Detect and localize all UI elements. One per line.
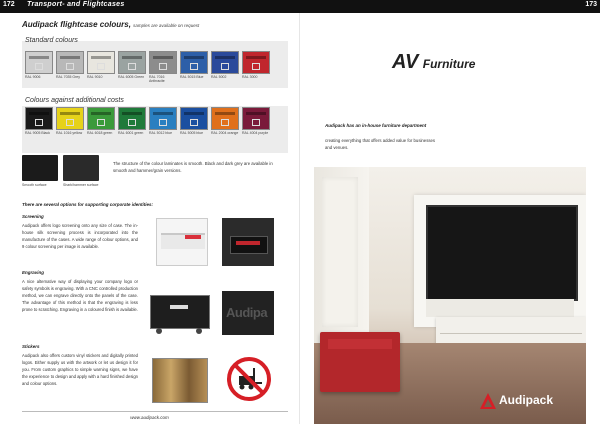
engraving-heading: Engraving (22, 270, 45, 275)
swatch-label: RAL 6001 green (118, 131, 144, 135)
colours-title-note: samples are available on request (133, 23, 200, 28)
audipack-logo-icon (479, 392, 497, 410)
no-forklift-icon (226, 356, 272, 402)
swatch-label: RAL 5015 Blue (180, 75, 204, 79)
av-furniture-photo (314, 167, 586, 424)
right-page (300, 13, 600, 424)
swatch-label: RAL 6005 Green (118, 75, 145, 79)
stickers-text: Audipack also offers custom vinyl stickers and digitally printed logos. Either supply us with the artwork or let us design it for you. From custom graphics to simple warning signs, we have the experience to design and apply with a hard finished design and colour options. (22, 353, 138, 386)
standard-swatch (87, 51, 115, 83)
header-bar (0, 0, 600, 13)
additional-swatch (180, 107, 208, 135)
swatch-label: RAL 6018 green (87, 131, 113, 135)
flightcase-sample (149, 51, 177, 74)
flightcase-sample (118, 51, 146, 74)
colours-heading (22, 20, 199, 29)
swatch-label: RAL 2004 orange (211, 131, 239, 135)
no-forklift-sign (226, 356, 272, 402)
additional-swatch (242, 107, 270, 135)
additional-swatch (87, 107, 115, 135)
flightcase-sample (87, 107, 115, 130)
furniture-dept-text: creating everything that offers added value for businesses and venues. (325, 138, 436, 150)
standard-colours-row (25, 51, 270, 83)
flightcase-sample (211, 51, 239, 74)
av-furniture-title (392, 51, 475, 74)
swatch-label: RAL 4004 purple (242, 131, 269, 135)
standard-swatch (211, 51, 239, 83)
stickers-heading: Stickers (22, 344, 40, 349)
footer-url: www.audipack.com (130, 415, 169, 420)
flightcase-sample (242, 107, 270, 130)
swatch-label: RAL 5005 blue (180, 131, 204, 135)
swatch-label: RAL 7016 Anthracite (149, 75, 165, 83)
engraved-text: Audipa (226, 305, 268, 320)
laminate-description: The structure of the colour laminates is smooth. Black and dark grey are available in smooth and hammer/grain versions. (113, 161, 273, 173)
audipack-logo (479, 390, 569, 412)
options-heading: There are several options for supporting corporate identities: (22, 202, 154, 207)
flightcase-sample (242, 51, 270, 74)
right-page-number: 173 (585, 1, 597, 8)
hammer-laminate-label: Shark/hammer surface (63, 183, 99, 187)
av-title-small: Furniture (422, 57, 476, 71)
engraving-text: A nice alternative way of displaying your company logo or safety symbols is engraving. With a CNC controlled production method, we can engrave directly onto the panels of the case. The advantage of this method is that the engraving is less prone to scratching. Engraving in a coloured finish is available. (22, 279, 138, 312)
standard-swatch (25, 51, 53, 83)
section-title: Transport- and Flightcases (27, 1, 125, 8)
flightcase-sample (25, 51, 53, 74)
engraving-detail-photo (222, 291, 274, 335)
swatch-label: RAL 5002 (211, 75, 227, 79)
engraving-case-photo (150, 291, 208, 335)
colours-title: Audipack flightcase colours, (22, 20, 131, 29)
additional-colours-label: Colours against additional costs (25, 97, 124, 104)
screening-text: Audipack offers logo screening onto any size of case. The in-house silk screening process is incorporated into the manufacture of the cases. A wide range of colour options, and 9 colour screening per image is available. (22, 223, 138, 249)
swatch-label: RAL 9010 (87, 75, 103, 79)
additional-swatch (118, 107, 146, 135)
swatch-label: RAL 1016 yellow (56, 131, 83, 135)
av-title-big: AV (392, 51, 419, 73)
screening-case-photo (222, 218, 274, 266)
left-page-number: 172 (3, 1, 15, 8)
flightcase-sample (56, 107, 84, 130)
stickers-case-photo (152, 358, 208, 403)
swatch-label: RAL 3000 (242, 75, 258, 79)
left-page (0, 13, 299, 424)
swatch-label: RAL 5012 blue (149, 131, 173, 135)
standard-colours-label: Standard colours (25, 37, 78, 44)
standard-swatch (180, 51, 208, 83)
hammer-laminate-sample (63, 155, 99, 181)
flightcase-sample (180, 107, 208, 130)
additional-colours-row (25, 107, 270, 135)
flightcase-sample (25, 107, 53, 130)
screening-heading: Screening (22, 214, 44, 219)
additional-swatch (149, 107, 177, 135)
footer-rule (22, 411, 288, 412)
audipack-logo-text: Audipack (499, 393, 554, 407)
standard-swatch (56, 51, 84, 83)
swatch-label: RAL 9006 (25, 75, 41, 79)
smooth-laminate-label: Smooth surface (22, 183, 47, 187)
additional-swatch (211, 107, 239, 135)
screening-photo (156, 218, 208, 266)
flightcase-sample (211, 107, 239, 130)
flightcase-sample (180, 51, 208, 74)
standard-swatch (242, 51, 270, 83)
standard-swatch (149, 51, 177, 83)
swatch-label: RAL 7035 Grey (56, 75, 80, 79)
standard-swatch (118, 51, 146, 83)
furniture-dept-heading: Audipack has an in-house furniture department (325, 123, 427, 128)
swatch-label: RAL 9005 Black (25, 131, 50, 135)
flightcase-sample (149, 107, 177, 130)
additional-swatch (56, 107, 84, 135)
smooth-laminate-sample (22, 155, 58, 181)
flightcase-sample (118, 107, 146, 130)
flightcase-sample (87, 51, 115, 74)
additional-swatch (25, 107, 53, 135)
flightcase-sample (56, 51, 84, 74)
